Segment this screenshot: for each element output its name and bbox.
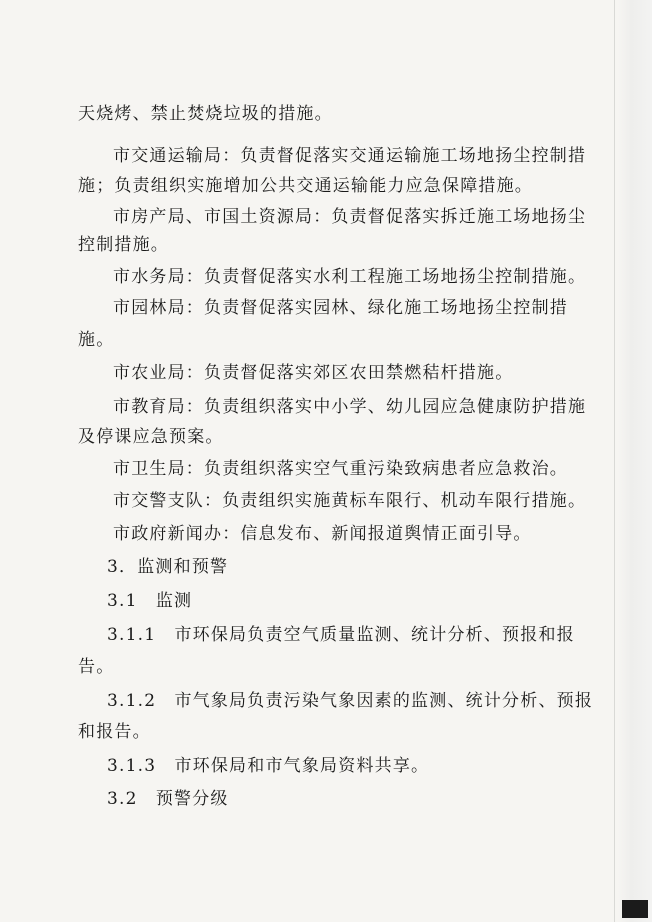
text-line: 市农业局：负责督促落实郊区农田禁燃秸杆措施。 <box>113 363 514 383</box>
text-line: 市房产局、市国土资源局：负责督促落实拆迁施工场地扬尘 <box>113 207 587 227</box>
text-line: 市交通运输局：负责督促落实交通运输施工场地扬尘控制措 <box>113 146 587 166</box>
text-line: 市园林局：负责督促落实园林、绿化施工场地扬尘控制措 <box>113 298 568 318</box>
text-line: 市教育局：负责组织落实中小学、幼儿园应急健康防护措施 <box>113 397 587 417</box>
text-line: 控制措施。 <box>78 235 169 255</box>
subsection-heading: 3.2 预警分级 <box>107 789 229 809</box>
text-line: 市交警支队：负责组织实施黄标车限行、机动车限行措施。 <box>113 491 587 511</box>
text-line: 3.1.1 市环保局负责空气质量监测、统计分析、预报和报 <box>107 625 575 645</box>
text-line: 施；负责组织实施增加公共交通运输能力应急保障措施。 <box>78 176 533 196</box>
text-line: 市水务局：负责督促落实水利工程施工场地扬尘控制措施。 <box>113 267 587 287</box>
text-line: 施。 <box>78 330 115 350</box>
text-line: 和报告。 <box>78 722 151 742</box>
text-line: 3.1.2 市气象局负责污染气象因素的监测、统计分析、预报 <box>107 691 594 711</box>
text-line: 及停课应急预案。 <box>78 427 224 447</box>
text-line: 市政府新闻办：信息发布、新闻报道舆情正面引导。 <box>113 524 532 544</box>
page-edge-line <box>614 0 615 922</box>
scan-corner-mark <box>622 900 648 918</box>
section-heading: 3．监测和预警 <box>107 557 229 577</box>
page-edge-shadow <box>618 0 652 922</box>
text-line: 天烧烤、禁止焚烧垃圾的措施。 <box>78 104 333 124</box>
text-line: 告。 <box>78 657 115 677</box>
subsection-heading: 3.1 监测 <box>107 591 193 611</box>
text-line: 市卫生局：负责组织落实空气重污染致病患者应急救治。 <box>113 459 568 479</box>
text-line: 3.1.3 市环保局和市气象局资料共享。 <box>107 756 430 776</box>
